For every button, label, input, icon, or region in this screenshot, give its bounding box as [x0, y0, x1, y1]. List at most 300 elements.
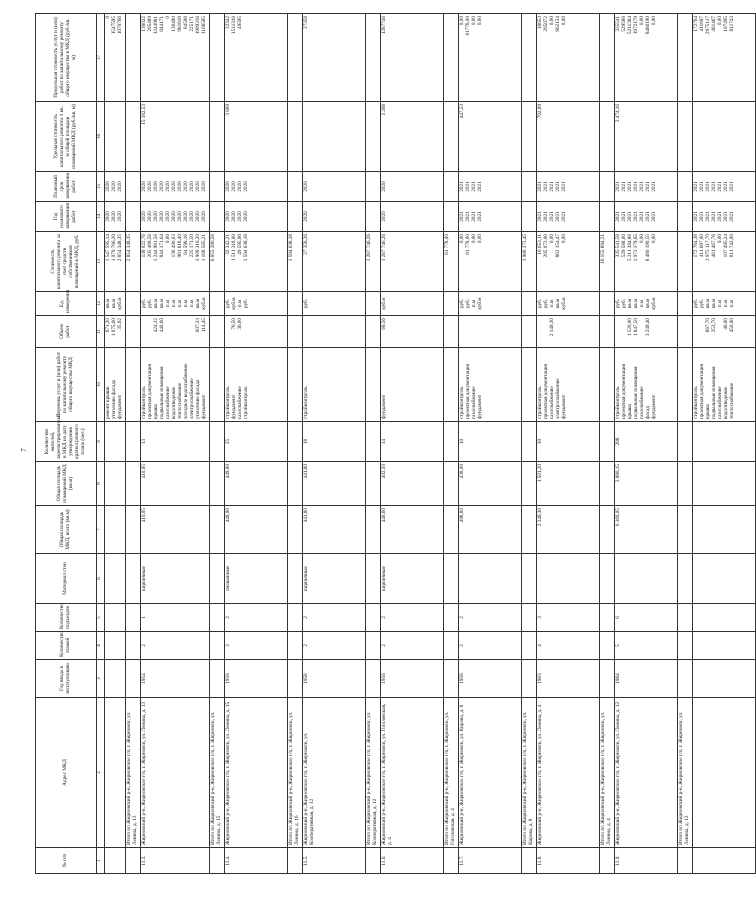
empty-cell — [599, 554, 614, 604]
cost-cell-line: 138 022,76 — [140, 234, 147, 258]
year-cell-line: 2021 — [560, 211, 567, 222]
volume-cell — [536, 316, 599, 348]
empty-cell — [126, 422, 141, 462]
cost-cell-line: 49 595,96 — [236, 234, 243, 255]
empty-cell — [677, 172, 692, 202]
wall-material — [614, 554, 677, 604]
works-cell — [380, 348, 443, 422]
volume-cell-line: 69,56 — [380, 318, 387, 330]
limit-cell-line: 529588 — [620, 16, 627, 32]
empty-cell — [126, 102, 141, 172]
empty-cell — [677, 422, 692, 462]
limit-cell-line: 1547595 — [111, 16, 117, 35]
unit-cell-line: куб.м — [200, 297, 207, 310]
year-built: 1958 — [302, 660, 365, 698]
empty-cell — [599, 462, 614, 506]
works-cell-line: проектная документация — [146, 364, 153, 419]
column-number: 9 — [97, 422, 105, 462]
works-cell — [536, 348, 599, 422]
year-cell-line: 2021 — [458, 211, 465, 222]
empty-cell — [287, 422, 302, 462]
address-cell: Жирновский р-н, Жирновское г/п, г. Жирновск, ул. Ленина, д. 15 — [224, 698, 287, 848]
unit-cell-line: кв.м — [152, 298, 159, 309]
empty-cell — [599, 172, 614, 202]
limit-cell-line: 1070766 — [117, 16, 123, 35]
year-cell-line: 2020 — [380, 211, 387, 222]
unit-cell-line: кв.м — [194, 298, 201, 309]
unit-cell-line: куб.м — [476, 297, 483, 310]
column-header: Количество жителей, зарегистрированных в МКД на дату утверждения краткосрочного плана (чел.) — [36, 422, 97, 462]
limit-cell-line: 1168585 — [200, 16, 207, 34]
empty-cell — [105, 660, 126, 698]
empty-cell — [126, 172, 141, 202]
cost-cell-line: 844 171,64 — [158, 234, 165, 258]
year-cell — [458, 172, 521, 202]
empty-cell — [365, 102, 380, 172]
empty-cell — [126, 348, 141, 422]
works-cell-line: стройконтроль — [614, 386, 621, 419]
empty-cell — [599, 422, 614, 462]
premises-area: 410,05 — [140, 462, 209, 506]
empty-cell — [105, 422, 126, 462]
cost-cell-line: 1 287 746,26 — [380, 234, 387, 262]
unit-cell-line: п.м — [236, 299, 243, 308]
works-cell-line: стройконтроль — [302, 386, 309, 419]
works-cell-line: водоотведение — [722, 386, 729, 419]
empty-cell — [209, 554, 224, 604]
year-cell-line: 2020 — [164, 211, 171, 222]
empty-cell — [287, 506, 302, 554]
volume-cell-line: 1 520,00 — [626, 318, 633, 337]
works-cell-line: подвальные помещения — [710, 366, 717, 419]
empty-cell — [443, 632, 458, 660]
empty-cell — [209, 422, 224, 462]
year-cell-line: 2021 — [548, 211, 555, 222]
unit-cell-line: кв.м — [626, 298, 633, 309]
premises-area: 449,00 — [224, 462, 287, 506]
cost-cell-line: 107 495,24 — [722, 234, 729, 258]
empty-cell — [443, 348, 458, 422]
year-cell-line: 2020 — [182, 181, 189, 192]
year-cell — [692, 172, 755, 202]
year-cell-line: 2020 — [380, 181, 387, 192]
year-cell-line: 2021 — [464, 181, 471, 192]
empty-cell — [209, 292, 224, 316]
total-cost: 1 594 638,18 — [287, 232, 302, 292]
empty-cell — [365, 506, 380, 554]
cost-cell — [458, 232, 521, 292]
empty-cell — [599, 506, 614, 554]
total-row — [599, 14, 614, 874]
year-cell-line: 2020 — [170, 181, 177, 192]
total-cost: 1 066 373,45 — [521, 232, 536, 292]
works-cell-line: стройконтроль — [242, 386, 249, 419]
unit-cell-line: куб.м — [230, 297, 237, 310]
limit-cell-line: 981818 — [176, 16, 183, 32]
total-row — [677, 14, 692, 874]
cost-cell-line: 0,00 — [548, 234, 555, 244]
year-cell-line: 2020 — [224, 181, 231, 192]
year-cell-line: 2020 — [152, 211, 159, 222]
limit-cell-line: 1909316 — [194, 16, 201, 35]
works-cell — [105, 348, 126, 422]
works-cell-line: электроснабжение — [188, 378, 195, 419]
empty-cell — [126, 660, 141, 698]
floors: 2 — [302, 632, 365, 660]
volume-cell-line: 35,02 — [117, 318, 123, 330]
year-cell-line: 2020 — [242, 211, 249, 222]
cost-cell-line: 411 697,00 — [698, 234, 705, 258]
empty-cell — [365, 14, 380, 102]
column-header: Объем работ — [36, 316, 97, 348]
floors: 2 — [224, 632, 287, 660]
entrances: 2 — [224, 604, 287, 632]
volume-cell — [458, 316, 521, 348]
limit-cell — [692, 14, 755, 102]
volume-cell-line: 36,00 — [236, 318, 243, 330]
address-cell — [692, 698, 755, 848]
empty-cell — [365, 348, 380, 422]
year-cell — [458, 202, 521, 232]
limit-cell-line: 136490 — [170, 16, 177, 32]
cost-cell-line: 0,00 — [560, 234, 567, 244]
year-cell-line: 2021 — [692, 211, 699, 222]
empty-cell — [521, 554, 536, 604]
works-cell-line: стройконтроль — [140, 386, 147, 419]
column-header: Стоимость капитального ремонта за счет средств собственников помещений в МКД, руб. — [36, 232, 97, 292]
column-number: 13 — [97, 232, 105, 292]
empty-cell — [287, 348, 302, 422]
empty-cell — [599, 316, 614, 348]
column-number: 10 — [97, 348, 105, 422]
column-number: 4 — [97, 632, 105, 660]
cost-cell-line: 1 909 316,20 — [194, 234, 201, 262]
total-area: 440,60 — [380, 506, 443, 554]
address-cell: Жирновский р-н, Жирновское г/п, г. Жирновск, ул. Кирова, д. 8 — [458, 698, 521, 848]
volume-cell — [380, 316, 443, 348]
row-number — [692, 848, 755, 874]
empty-cell — [443, 604, 458, 632]
year-cell-line: 2021 — [710, 181, 717, 192]
limit-cell-line: 225171 — [188, 16, 195, 32]
volume-cell-line: 440,60 — [158, 318, 165, 333]
empty-cell — [443, 102, 458, 172]
column-header: Перечень услуг и (или) работ по капитальному ремонту общего имущества МКД — [36, 348, 97, 422]
cost-cell-line: 0,00 — [716, 234, 723, 244]
empty-cell — [365, 172, 380, 202]
year-cell-line: 2021 — [536, 181, 543, 192]
empty-cell — [677, 202, 692, 232]
page-number: 7 — [19, 448, 28, 452]
limit-cell-line: 2975117 — [704, 16, 711, 34]
entrances: 6 — [614, 604, 677, 632]
empty-cell — [521, 422, 536, 462]
cost-cell-line: 1 547 595,14 — [105, 234, 111, 262]
year-cell — [224, 202, 287, 232]
year-cell — [140, 202, 209, 232]
cost-cell-line: 172 764,38 — [692, 234, 699, 258]
limit-cell — [224, 14, 287, 102]
empty-cell — [677, 506, 692, 554]
limit-cell — [614, 14, 677, 102]
total-row — [521, 14, 536, 874]
year-cell-line: 2021 — [542, 211, 549, 222]
works-cell-line: фундамент — [476, 394, 483, 419]
empty-cell — [443, 202, 458, 232]
empty-cell — [287, 102, 302, 172]
works-cell-line: газоснабжение — [164, 386, 171, 419]
unit-cell — [536, 292, 599, 316]
empty-cell — [599, 292, 614, 316]
entrances: 2 — [380, 604, 443, 632]
unit-cell-line: руб. — [302, 299, 309, 308]
entrances: 2 — [458, 604, 521, 632]
unit-cell-line: кв.м — [554, 298, 561, 309]
empty-cell — [209, 202, 224, 232]
works-cell-line: электроснабжение — [554, 378, 561, 419]
year-cell-line: 2020 — [105, 211, 111, 222]
works-cell — [692, 348, 755, 422]
cost-cell — [692, 232, 755, 292]
cost-cell-line: 2 854 348,35 — [117, 234, 123, 262]
unit-cost: 2 474,16 — [614, 102, 677, 172]
year-cell-line: 2020 — [302, 181, 309, 192]
cost-cell-line: 0,00 — [470, 234, 477, 244]
empty-cell — [126, 632, 141, 660]
year-cell — [105, 202, 126, 232]
cost-cell-line: 2 975 117,70 — [704, 234, 711, 262]
year-built: 1956 — [380, 660, 443, 698]
unit-cell-line: руб. — [224, 299, 231, 308]
volume-cell — [105, 316, 126, 348]
empty-cell — [365, 660, 380, 698]
empty-cell — [443, 316, 458, 348]
works-cell-line: теплоснабжение — [728, 382, 735, 419]
total-label: Итого по Жирновский р-н, Жирновское г/п, г. Жирновск, ул. Ленина, д. 15 — [209, 698, 224, 848]
cost-cell-line: 1 594 638,18 — [242, 234, 249, 262]
year-cell-line: 2021 — [698, 211, 705, 222]
year-cell-line: 2020 — [105, 181, 111, 192]
residents: 30 — [536, 422, 599, 462]
unit-cell-line: кв.м — [704, 298, 711, 309]
limit-cell — [105, 14, 126, 102]
empty-cell — [365, 462, 380, 506]
works-cell — [140, 348, 209, 422]
unit-cell-line: кв.м — [632, 298, 639, 309]
year-cell-line: 2020 — [152, 181, 159, 192]
table-row — [380, 14, 443, 874]
year-cell-line: 2021 — [722, 211, 729, 222]
limit-cell-line: 32342 — [224, 16, 231, 29]
limit-cell-line: 1287746 — [380, 16, 387, 35]
year-cell-line: 2021 — [632, 181, 639, 192]
column-number: 1 — [97, 848, 105, 874]
column-header: Год ввода в эксплуатацию — [36, 660, 97, 698]
empty-cell — [105, 102, 126, 172]
column-number: 5 — [97, 604, 105, 632]
limit-cell-line: 411697 — [698, 16, 705, 32]
cost-cell — [140, 232, 209, 292]
limit-cell-line: 1511318 — [230, 16, 237, 34]
works-cell-line: проектная документация — [464, 364, 471, 419]
limit-cell-line: 0,00 — [650, 16, 657, 26]
works-cell-line: фасад — [644, 406, 651, 419]
empty-cell — [599, 660, 614, 698]
empty-cell — [677, 348, 692, 422]
limit-cell-line: 0 — [105, 16, 111, 19]
wall-material: смешанные — [224, 554, 287, 604]
total-label: Итого по Жирновский р-н, Жирновское г/п, г. Жирновск, ул. Ленина, д. 12 — [677, 698, 692, 848]
works-cell-line: крыша — [152, 404, 159, 419]
cost-cell — [105, 232, 126, 292]
unit-cell-line: руб. — [242, 299, 249, 308]
table-row — [692, 14, 755, 874]
year-cell-line: 2020 — [236, 211, 243, 222]
unit-cell-line: руб. — [614, 299, 621, 308]
row-number: 11.5. — [302, 848, 365, 874]
year-cell-line: 2021 — [698, 181, 705, 192]
year-cell-line: 2021 — [614, 211, 621, 222]
column-number: 11 — [97, 316, 105, 348]
table-body — [105, 14, 756, 874]
empty-cell — [677, 462, 692, 506]
residents: 14 — [380, 422, 443, 462]
column-number: 2 — [97, 698, 105, 848]
year-cell-line: 2020 — [146, 211, 153, 222]
unit-cost — [692, 102, 755, 172]
year-built: 1950 — [224, 660, 287, 698]
year-cell-line: 2021 — [644, 181, 651, 192]
year-built: 1964 — [614, 660, 677, 698]
total-cost: 1 287 746,26 — [365, 232, 380, 292]
year-cell-line: 2020 — [188, 211, 195, 222]
year-cell-line: 2020 — [194, 181, 201, 192]
empty-cell — [443, 660, 458, 698]
empty-cell — [521, 102, 536, 172]
unit-cell-line: куб.м — [117, 297, 123, 310]
empty-cell — [287, 632, 302, 660]
year-cell-line: 2021 — [632, 211, 639, 222]
unit-cell — [380, 292, 443, 316]
unit-cell-line: руб. — [698, 299, 705, 308]
column-header: Год планового завершения работ — [36, 202, 97, 232]
works-cell — [224, 348, 287, 422]
works-cell-line: утепление фасада — [111, 379, 117, 419]
unit-cell-line: руб. — [140, 299, 147, 308]
cost-cell-line: 0,00 — [458, 234, 465, 244]
works-cell-line: газоснабжение — [548, 386, 555, 419]
limit-cell — [458, 14, 521, 102]
unit-cell-line: руб. — [146, 299, 153, 308]
volume-cell — [614, 316, 677, 348]
empty-cell — [599, 632, 614, 660]
column-number: 17 — [97, 14, 105, 102]
column-header: Ед. измерения — [36, 292, 97, 316]
column-header: Плановый срок завершения работ — [36, 172, 97, 202]
works-cell-line: газоснабжение — [716, 386, 723, 419]
total-area: 449,00 — [224, 506, 287, 554]
cost-cell — [614, 232, 677, 292]
works-cell-line: проектная документация — [698, 364, 705, 419]
empty-cell — [209, 348, 224, 422]
cost-cell-line: 205 072,00 — [542, 234, 549, 258]
total-label: Итого по Жирновский р-н, Жирновское г/п, г. Жирновск, ул. Гоголевская, д. 4 — [443, 698, 458, 848]
year-cell-line: 2021 — [728, 181, 735, 192]
year-cell — [536, 172, 599, 202]
year-cell-line: 2020 — [200, 211, 207, 222]
volume-cell — [140, 316, 209, 348]
volume-cell-line: 40,00 — [722, 318, 729, 330]
works-cell-line: фундамент — [230, 394, 237, 419]
column-number: 16 — [97, 102, 105, 172]
limit-cell — [302, 14, 365, 102]
limit-cell-line: 0,00 — [470, 16, 477, 26]
unit-cell-line: руб. — [692, 299, 699, 308]
row-number: 11.7. — [458, 848, 521, 874]
unit-cell-line: п.м — [176, 299, 183, 308]
wall-material — [536, 554, 599, 604]
address-cell: Жирновский р-н, Жирновское г/п, г. Жирновск, ул. Гоголевская, д. 4 — [380, 698, 443, 848]
empty-cell — [126, 292, 141, 316]
works-cell-line: крыша — [704, 404, 711, 419]
empty-cell — [521, 14, 536, 102]
year-built: 1954 — [140, 660, 209, 698]
premises-area: 438,00 — [458, 462, 521, 506]
unit-cell-line: п.м — [188, 299, 195, 308]
empty-cell — [287, 292, 302, 316]
address-cell: Жирновский р-н, Жирновское г/п, г. Жирновск, ул. Кооперативная, д. 12 — [302, 698, 365, 848]
works-cell-line: теплоснабжение — [176, 382, 183, 419]
volume-cell — [224, 316, 287, 348]
year-built: 1958 — [458, 660, 521, 698]
empty-cell — [677, 102, 692, 172]
cost-cell-line: 1 972 179,65 — [632, 234, 639, 262]
cost-cell-line: 0,00 — [650, 234, 657, 244]
limit-cell-line: 5211384 — [626, 16, 633, 34]
limit-cell — [140, 14, 209, 102]
wall-material — [692, 554, 755, 604]
year-cell-line: 2021 — [722, 181, 729, 192]
empty-cell — [443, 14, 458, 102]
floors: 2 — [380, 632, 443, 660]
year-cell-line: 2021 — [710, 211, 717, 222]
empty-cell — [443, 506, 458, 554]
empty-cell — [521, 632, 536, 660]
premises-area: 402,50 — [380, 462, 443, 506]
volume-cell-line: 253,70 — [710, 318, 717, 333]
limit-cell-line: 335541 — [614, 16, 621, 32]
empty-cell — [521, 462, 536, 506]
empty-cell — [209, 660, 224, 698]
year-cell-line: 2021 — [614, 181, 621, 192]
column-header: Количество этажей — [36, 632, 97, 660]
empty-cell — [443, 292, 458, 316]
total-label: Итого по Жирновский р-н, Жирновское г/п, г. Жирновск, ул. Ленина, д. 16 — [287, 698, 302, 848]
empty-cell — [521, 202, 536, 232]
unit-cell — [458, 292, 521, 316]
year-cell — [105, 172, 126, 202]
premises-area: 1 501,20 — [536, 462, 599, 506]
column-header: Предельная стоимость услуг и (или) работ по капитальному ремонту общего имущества в МКД (руб./кв. м) — [36, 14, 97, 102]
limit-cell-line: 811743 — [728, 16, 735, 32]
limit-cell-line: 84598 — [182, 16, 189, 29]
volume-cell-line: 76,50 — [230, 318, 237, 330]
year-cell-line: 2021 — [620, 181, 627, 192]
year-cell-line: 2021 — [458, 181, 465, 192]
table-row — [224, 14, 287, 874]
works-cell-line: крыша — [626, 404, 633, 419]
row-number: 11.6. — [380, 848, 443, 874]
